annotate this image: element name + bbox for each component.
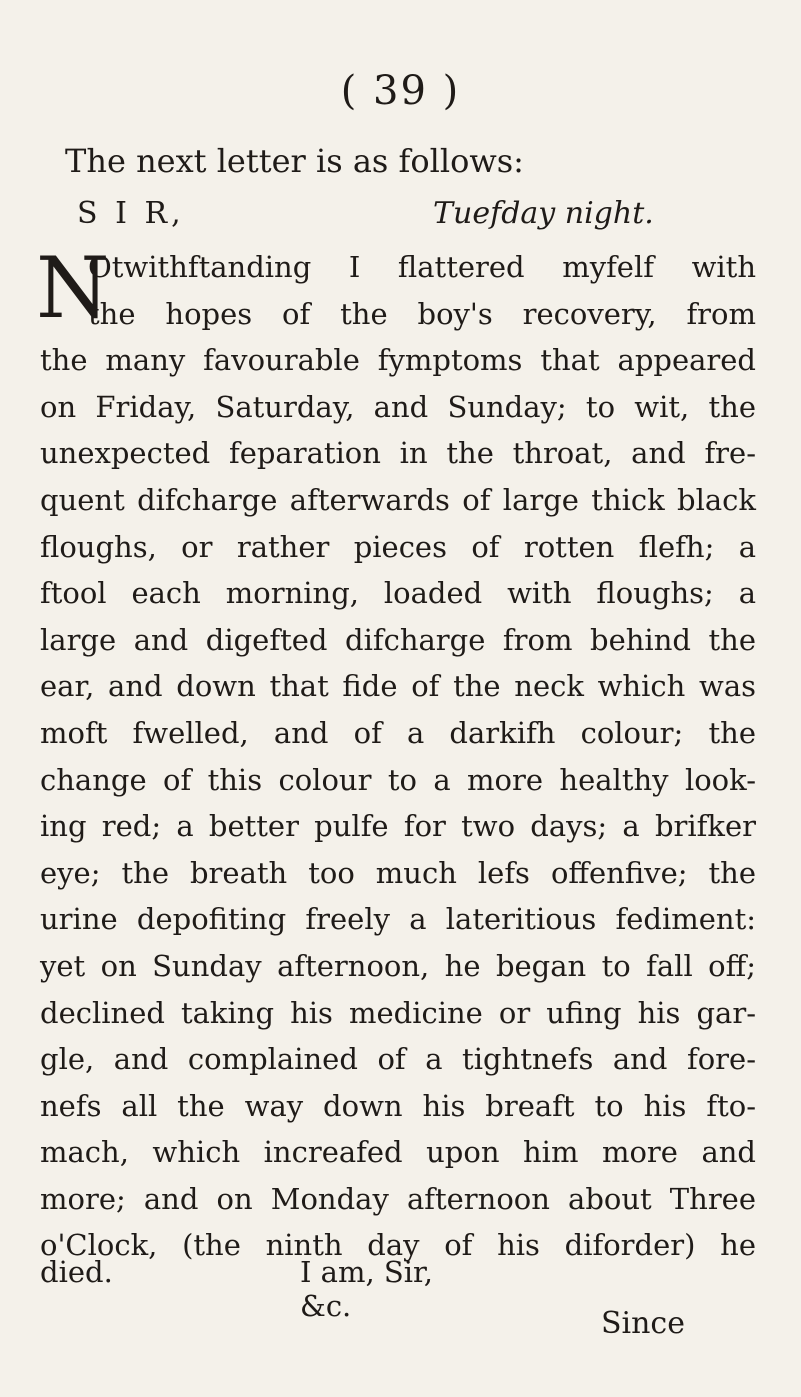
text-line: floughs, or rather pieces of rotten flefh; a [40,529,756,564]
text-line: ing red; a better pulfe for two days; a brifker [40,809,756,844]
closing-word: died. [40,1255,113,1289]
text-line: quent difcharge afterwards of large thick black [40,482,756,517]
letter-salutation: S I R, [77,196,185,231]
text-line: gle, and complained of a tightnefs and fore- [40,1042,756,1077]
text-line: more; and on Monday afternoon about Three [40,1181,756,1216]
text-line: Otwithftanding I flattered myfelf with [88,250,756,284]
text-line: ftool each morning, loaded with floughs; a [40,576,756,611]
letter-dateline: Tuefday night. [433,196,654,231]
text-line: the hopes of the boy's recovery, from [88,296,756,331]
text-line: nefs all the way down his breaft to his fto- [40,1088,756,1123]
text-line: large and digefted difcharge from behind the [40,622,756,657]
text-line: moft fwelled, and of a darkifh colour; the [40,715,756,750]
letter-signoff: I am, Sir, &c. [300,1255,433,1323]
catchword: Since [600,1306,685,1341]
text-line: ear, and down that fide of the neck which was [40,669,756,704]
letter-body [36,239,756,1269]
text-line: o'Clock, (the ninth day of his diforder) he [40,1228,756,1263]
text-line: mach, which increafed upon him more and [40,1135,756,1170]
text-line: the many favourable fymptoms that appeared [40,343,756,378]
text-line: urine depofiting freely a lateritious fediment: [40,902,756,937]
text-line: declined taking his medicine or ufing his gar- [40,995,756,1030]
page-number: ( 39 ) [340,68,461,114]
text-line: on Friday, Saturday, and Sunday; to wit, the [40,389,756,424]
text-line: unexpected feparation in the throat, and fre- [40,436,756,471]
intro-line: The next letter is as follows: [65,142,524,180]
text-line: change of this colour to a more healthy look- [40,762,756,797]
text-line: yet on Sunday afternoon, he began to fall off; [40,948,756,983]
text-line: eye; the breath too much lefs offenfive; the [40,855,756,890]
drop-cap: N [36,239,110,337]
